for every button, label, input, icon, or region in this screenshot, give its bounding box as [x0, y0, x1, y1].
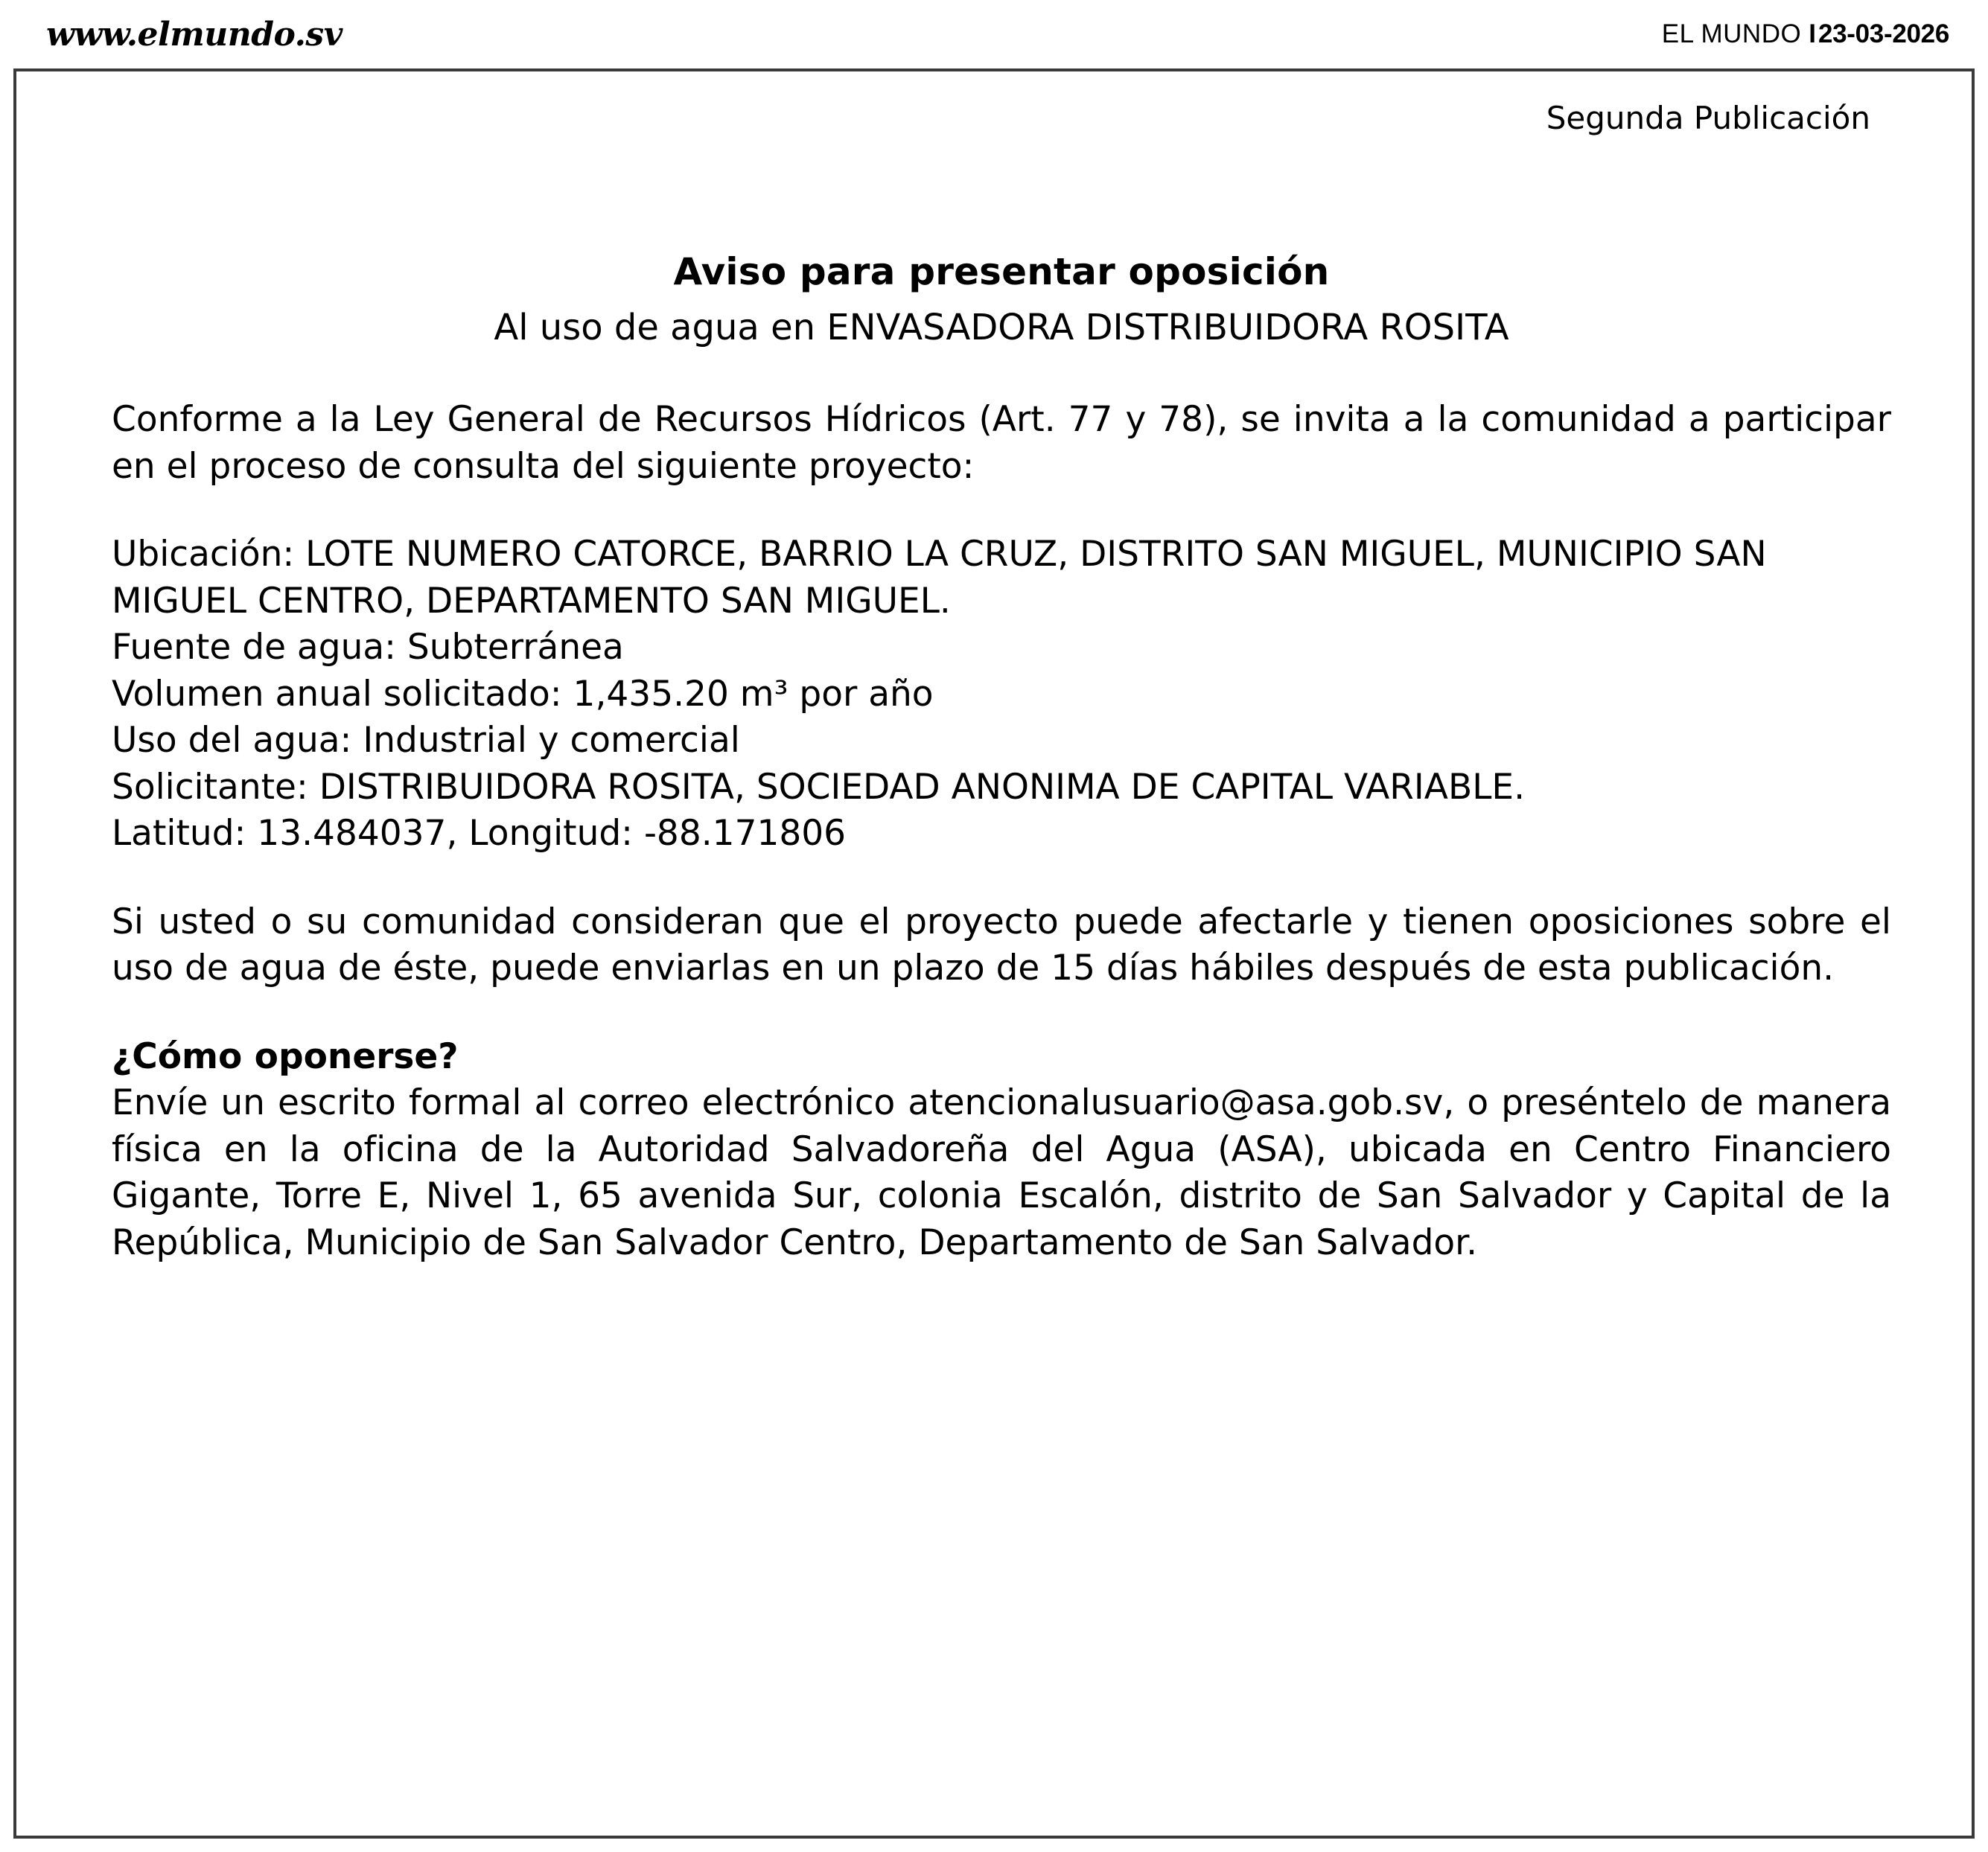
detail-location: Ubicación: LOTE NUMERO CATORCE, BARRIO LA CRUZ, DISTRITO SAN MIGUEL, MUNICIPIO SAN MIGUEL CENTRO, DEPARTAMENTO SAN MIGUEL.: [112, 534, 1767, 622]
detail-water-source: Fuente de agua: Subterránea: [112, 627, 624, 668]
notice-subtitle: Al uso de agua en ENVASADORA DISTRIBUIDORA ROSITA: [494, 306, 1509, 348]
spacer-before-howto: [112, 992, 1891, 1034]
howto-paragraph: Envíe un escrito formal al correo electrónico atencionalusuario@asa.gob.sv, o preséntelo de manera física en la oficina de la Autoridad Salvadoreña del Agua (ASA), ubicada en Centro Financiero Gigante, Torre E, Nivel 1, 65 avenida Sur, colonia Escalón, distrito de San Salvador y Capital de la República, Municipio de San Salvador Centro, Departamento de San Salvador.: [112, 1082, 1891, 1263]
notice-title: Aviso para presentar oposición: [673, 250, 1330, 294]
notice-frame: [13, 68, 1975, 1839]
opposition-paragraph: Si usted o su comunidad consideran que el proyecto puede afectarle y tienen oposiciones sobre el uso de agua de éste, puede enviarlas en un plazo de 15 días hábiles después de esta publicación.: [112, 901, 1891, 989]
detail-coordinates: Latitud: 13.484037, Longitud: -88.171806: [112, 813, 847, 855]
spacer-after-details: [112, 858, 1891, 899]
detail-annual-volume: Volumen anual solicitado: 1,435.20 m³ por año: [112, 673, 934, 715]
spacer-after-title: [112, 351, 1891, 397]
masthead-brand: EL MUNDO: [1661, 19, 1802, 48]
masthead-right-group: [1662, 19, 1949, 49]
howto-heading: ¿Cómo oponerse?: [112, 1035, 459, 1077]
notice-title-block: [112, 249, 1891, 351]
masthead-website: www.elmundo.sv: [46, 15, 343, 54]
publication-label: Segunda Publicación: [1546, 100, 1870, 136]
detail-water-use: Uso del agua: Industrial y comercial: [112, 720, 740, 761]
masthead: [0, 0, 1988, 68]
notice-intro-paragraph: Conforme a la Ley General de Recursos Hídricos (Art. 77 y 78), se invita a la comunidad a participar en el proceso de consulta del siguiente proyecto:: [112, 399, 1891, 487]
masthead-date: 23-03-2026: [1817, 19, 1949, 48]
detail-applicant: Solicitante: DISTRIBUIDORA ROSITA, SOCIEDAD ANONIMA DE CAPITAL VARIABLE.: [112, 766, 1526, 808]
notice-body: [16, 71, 1972, 1836]
spacer-after-intro: [112, 490, 1891, 531]
masthead-separator: I: [1809, 19, 1816, 48]
